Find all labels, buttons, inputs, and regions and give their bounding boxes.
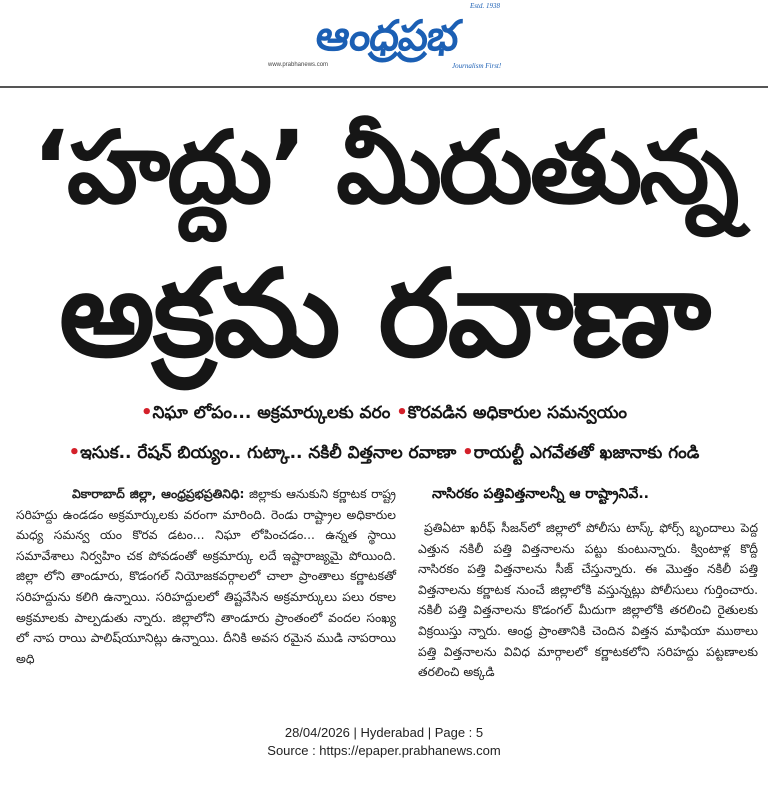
dateline: వికారాబాద్ జిల్లా, ఆంధ్రప్రభప్రతినిధి: bbox=[72, 487, 245, 501]
subhead-item: కొరవడిన అధికారుల సమన్వయం bbox=[407, 403, 628, 423]
subhead-line-1 bbox=[0, 402, 768, 427]
source-footer bbox=[0, 724, 768, 760]
headline-line-1: ‘హద్దు’ మీరుతున్న bbox=[31, 109, 737, 226]
subhead-item: నిఘా లోపం... అక్రమార్కులకు వరం bbox=[152, 403, 391, 423]
masthead-divider bbox=[0, 86, 768, 88]
publication-info: 28/04/2026 | Hyderabad | Page : 5 bbox=[284, 725, 484, 740]
source-url: Source : https://epaper.prabhanews.com bbox=[267, 743, 501, 758]
subhead-line-2 bbox=[0, 442, 768, 467]
bullet-icon: • bbox=[68, 442, 81, 463]
article-right-column bbox=[418, 484, 758, 683]
article-body-left: జిల్లాకు ఆనుకుని కర్ణాటక రాష్ట్ర సరిహద్దు ఉండడం అక్రమార్కులకు వరంగా మారింది. రెండు రాష్ట్రాల అధికారుల మధ్య సమన్వ యం కొరవ డటం... నిఘా లోపించడం... ఉన్నత స్థాయి సమావేశాలు నిర్వహిం చక పోవడంతో అక్రమార్కు లదే ఇష్టారాజ్యమై పోయింది. జిల్లా లోని తాండూరు, కొడంగల్ నియోజకవర్గాలలో చాలా ప్రాంతాలు కర్ణాటకతో సరిహద్దును కలిగి ఉన్నాయి. సరిహద్దులలో తిష్టవేసిన అక్రమార్కులు పలు రకాల అక్రమాలకు పాల్పడుతు న్నారు. జిల్లాలోని తాండూరు ప్రాంతంలో వందల సంఖ్య లో నాప రాయి పాలిష్‌యూనిట్లు ఉన్నాయి. దీనికి అవస రమైన ముడి నాపరాయి అధి bbox=[16, 487, 396, 666]
section-subhead: నాసిరకం పత్తివిత్తనాలన్నీ ఆ రాష్ట్రానివే.. bbox=[432, 486, 649, 502]
newspaper-logo: ఆంధ్రప్రభ bbox=[313, 11, 461, 60]
headline-line-2: అక్రమ రవాణా bbox=[58, 245, 710, 384]
masthead bbox=[0, 0, 768, 82]
website-url: www.prabhanews.com bbox=[268, 62, 329, 68]
bullet-icon: • bbox=[140, 402, 153, 423]
tagline: Journalism First! bbox=[452, 62, 502, 70]
subhead-item: ఇసుక.. రేషన్ బియ్యం.. గుట్కా.. నకిలీ విత్తనాల రవాణా bbox=[80, 443, 457, 463]
established-year: Estd. 1938 bbox=[470, 2, 500, 10]
article-body-right: ప్రతిఏటా ఖరీఫ్ సీజన్‌లో జిల్లాలో పోలీసు టాస్క్ ఫోర్స్ బృందాలు పెద్ద ఎత్తున నకిలీ పత్తి విత్తనాలను పట్టు కుంటున్నారు. క్వింటాళ్ల కొద్దీ నాసిరకం పత్తి విత్తనాలను సీజ్ చేస్తున్నారు. ఈ మొత్తం నకిలీ పత్తి విత్తనాలను కర్ణాటక నుంచే జిల్లాలోకి వస్తున్నట్లు పోలీసులు గుర్తించారు. నకిలీ పత్తి విత్తనాలను కొడంగల్ మీదుగా జిల్లాలోకి తరలించి రైతులకు విక్రయిస్తు న్నారు. ఆంధ్ర ప్రాంతానికి చెందిన విత్తన మాఫియా ముఠాలు పత్తి విత్తనాలను వివిధ మార్గాలలో కర్ణాటకలోని సరిహద్దు పట్టణాలకు తరలించి అక్కడి bbox=[418, 521, 758, 680]
bullet-icon: • bbox=[396, 402, 408, 423]
bullet-icon: • bbox=[462, 442, 474, 463]
article-paragraph bbox=[16, 484, 396, 669]
article-left-column bbox=[16, 484, 396, 669]
subhead-item: రాయల్టీ ఎగవేతతో ఖజానాకు గండి bbox=[473, 443, 700, 463]
